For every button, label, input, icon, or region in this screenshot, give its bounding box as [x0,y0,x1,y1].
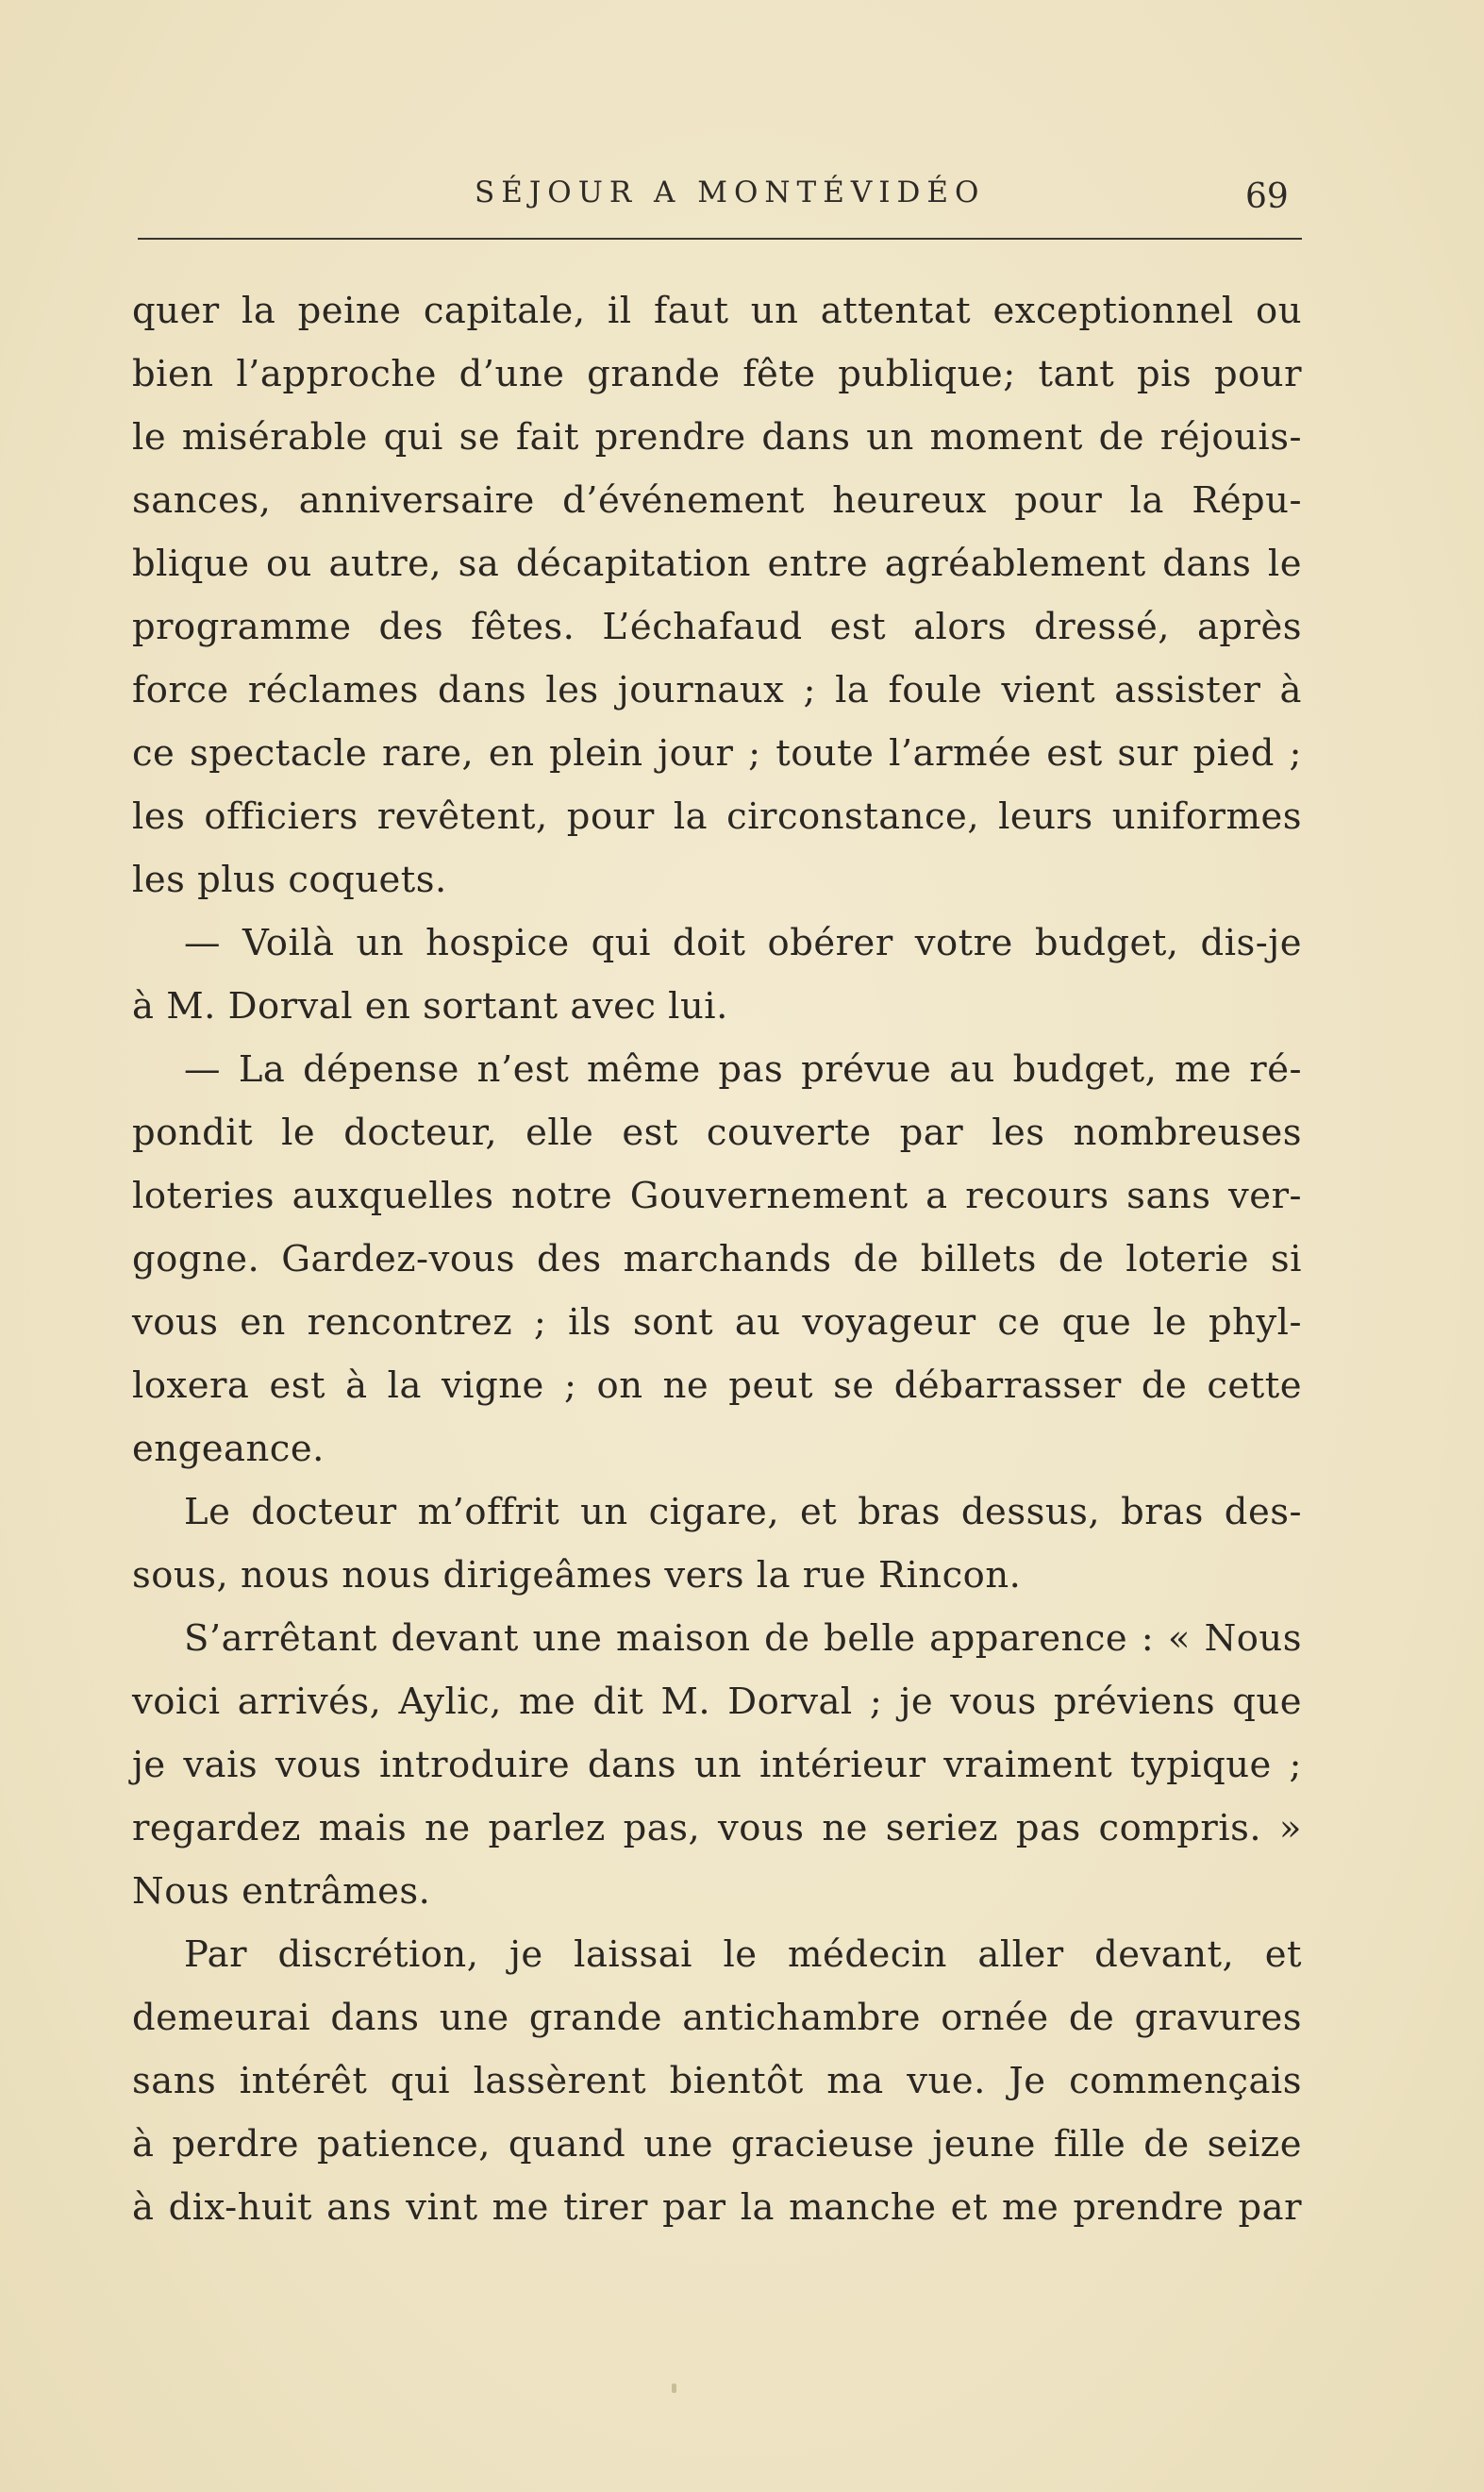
text-line: S’arrêtant devant une maison de belle apparence : « Nous [184,1617,1302,1660]
text-line: le misérable qui se fait prendre dans un moment de réjouis- [132,416,1302,459]
page-number: 69 [1245,177,1289,216]
text-line: vous en rencontrez ; ils sont au voyageur ce que le phyl- [132,1301,1302,1344]
text-line: programme des fêtes. L’échafaud est alors dressé, après [132,606,1302,648]
text-line: — La dépense n’est même pas prévue au budget, me ré- [184,1048,1302,1091]
text-line: pondit le docteur, elle est couverte par les nombreuses [132,1112,1302,1154]
text-line: force réclames dans les journaux ; la foule vient assister à [132,669,1302,711]
text-line: engeance. [132,1428,325,1470]
text-line: sous, nous nous dirigeâmes vers la rue Rincon. [132,1554,1022,1597]
text-line: à dix-huit ans vint me tirer par la manche et me prendre par [132,2186,1302,2229]
text-line: ce spectacle rare, en plein jour ; toute l’armée est sur pied ; [132,732,1302,775]
text-line: voici arrivés, Aylic, me dit M. Dorval ; je vous préviens que [132,1681,1302,1723]
text-line: les plus coquets. [132,859,447,901]
text-line: Nous entrâmes. [132,1870,431,1913]
text-line: à M. Dorval en sortant avec lui. [132,985,728,1028]
text-line: quer la peine capitale, il faut un attentat exceptionnel ou [132,290,1302,332]
paper-speck [672,2383,676,2393]
text-line: bien l’approche d’une grande fête publique; tant pis pour [132,353,1302,395]
text-line: à perdre patience, quand une gracieuse jeune fille de seize [132,2123,1302,2166]
text-line: je vais vous introduire dans un intérieur vraiment typique ; [132,1744,1302,1786]
text-line: les officiers revêtent, pour la circonstance, leurs uniformes [132,795,1302,838]
text-line: — Voilà un hospice qui doit obérer votre budget, dis-je [184,922,1302,964]
text-line: loteries auxquelles notre Gouvernement a recours sans ver- [132,1175,1302,1217]
text-line: Le docteur m’offrit un cigare, et bras dessus, bras des- [184,1491,1302,1533]
text-line: Par discrétion, je laissai le médecin aller devant, et [184,1933,1302,1976]
text-line: demeurai dans une grande antichambre ornée de gravures [132,1997,1302,2039]
text-line: regardez mais ne parlez pas, vous ne seriez pas compris. » [132,1807,1302,1849]
text-line: blique ou autre, sa décapitation entre agréablement dans le [132,543,1302,585]
text-line: gogne. Gardez-vous des marchands de billets de loterie si [132,1238,1302,1280]
running-head [0,168,1484,225]
text-line: sances, anniversaire d’événement heureux pour la Répu- [132,479,1302,522]
running-title: SÉJOUR A MONTÉVIDÉO [475,176,986,209]
text-line: loxera est à la vigne ; on ne peut se débarrasser de cette [132,1364,1302,1407]
text-line: sans intérêt qui lassèrent bientôt ma vue. Je commençais [132,2060,1302,2102]
header-rule [138,238,1302,240]
text-body [132,279,1302,2239]
